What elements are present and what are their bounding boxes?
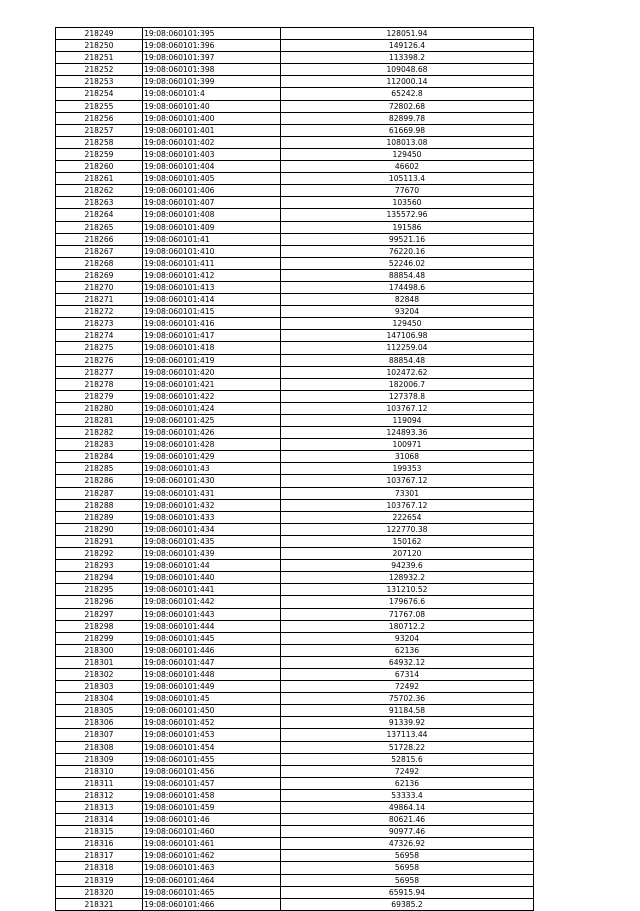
row-number-cell: 218277 — [56, 366, 143, 378]
cadastral-value-cell: 150162 — [281, 535, 534, 547]
table-row — [56, 439, 534, 451]
cadastral-value-cell: 88854.48 — [281, 354, 534, 366]
cadastral-value-table — [55, 27, 534, 911]
cadastral-value-cell: 62136 — [281, 777, 534, 789]
table-row — [56, 560, 534, 572]
cadastral-number-cell: 19:08:060101:450 — [143, 705, 281, 717]
cadastral-number-cell: 19:08:060101:455 — [143, 753, 281, 765]
cadastral-number-cell: 19:08:060101:412 — [143, 269, 281, 281]
table-row — [56, 294, 534, 306]
row-number-cell: 218271 — [56, 294, 143, 306]
cadastral-value-cell: 56958 — [281, 874, 534, 886]
table-row — [56, 475, 534, 487]
row-number-cell: 218321 — [56, 898, 143, 910]
cadastral-number-cell: 19:08:060101:40 — [143, 100, 281, 112]
table-row — [56, 64, 534, 76]
row-number-cell: 218284 — [56, 451, 143, 463]
row-number-cell: 218254 — [56, 88, 143, 100]
cadastral-value-cell: 103767.12 — [281, 402, 534, 414]
table-row — [56, 136, 534, 148]
row-number-cell: 218260 — [56, 161, 143, 173]
cadastral-value-cell: 128932.2 — [281, 572, 534, 584]
cadastral-value-cell: 108013.08 — [281, 136, 534, 148]
cadastral-value-cell: 72492 — [281, 765, 534, 777]
row-number-cell: 218314 — [56, 814, 143, 826]
cadastral-number-cell: 19:08:060101:434 — [143, 523, 281, 535]
cadastral-value-cell: 75702.36 — [281, 693, 534, 705]
cadastral-number-cell: 19:08:060101:418 — [143, 342, 281, 354]
cadastral-number-cell: 19:08:060101:413 — [143, 281, 281, 293]
table-row — [56, 52, 534, 64]
row-number-cell: 218294 — [56, 572, 143, 584]
row-number-cell: 218251 — [56, 52, 143, 64]
table-row — [56, 221, 534, 233]
table-row — [56, 342, 534, 354]
row-number-cell: 218306 — [56, 717, 143, 729]
row-number-cell: 218293 — [56, 560, 143, 572]
cadastral-number-cell: 19:08:060101:419 — [143, 354, 281, 366]
table-row — [56, 572, 534, 584]
cadastral-number-cell: 19:08:060101:409 — [143, 221, 281, 233]
row-number-cell: 218282 — [56, 427, 143, 439]
cadastral-number-cell: 19:08:060101:424 — [143, 402, 281, 414]
table-row — [56, 874, 534, 886]
table-row — [56, 173, 534, 185]
row-number-cell: 218259 — [56, 148, 143, 160]
cadastral-number-cell: 19:08:060101:429 — [143, 451, 281, 463]
cadastral-value-cell: 105113.4 — [281, 173, 534, 185]
table-row — [56, 499, 534, 511]
table-row — [56, 826, 534, 838]
cadastral-value-cell: 103767.12 — [281, 499, 534, 511]
row-number-cell: 218301 — [56, 656, 143, 668]
cadastral-number-cell: 19:08:060101:422 — [143, 390, 281, 402]
table-row — [56, 463, 534, 475]
cadastral-number-cell: 19:08:060101:445 — [143, 632, 281, 644]
cadastral-value-cell: 103560 — [281, 197, 534, 209]
table-row — [56, 511, 534, 523]
cadastral-number-cell: 19:08:060101:407 — [143, 197, 281, 209]
row-number-cell: 218278 — [56, 378, 143, 390]
cadastral-number-cell: 19:08:060101:463 — [143, 862, 281, 874]
table-row — [56, 802, 534, 814]
cadastral-number-cell: 19:08:060101:411 — [143, 257, 281, 269]
row-number-cell: 218263 — [56, 197, 143, 209]
row-number-cell: 218256 — [56, 112, 143, 124]
cadastral-value-cell: 76220.16 — [281, 245, 534, 257]
cadastral-value-cell: 90977.46 — [281, 826, 534, 838]
cadastral-value-cell: 129450 — [281, 318, 534, 330]
row-number-cell: 218285 — [56, 463, 143, 475]
row-number-cell: 218249 — [56, 28, 143, 40]
table-row — [56, 729, 534, 741]
cadastral-value-cell: 80621.46 — [281, 814, 534, 826]
row-number-cell: 218287 — [56, 487, 143, 499]
cadastral-value-cell: 64932.12 — [281, 656, 534, 668]
row-number-cell: 218283 — [56, 439, 143, 451]
cadastral-value-cell: 93204 — [281, 306, 534, 318]
cadastral-number-cell: 19:08:060101:432 — [143, 499, 281, 511]
table-row — [56, 777, 534, 789]
cadastral-number-cell: 19:08:060101:401 — [143, 124, 281, 136]
table-row — [56, 427, 534, 439]
row-number-cell: 218311 — [56, 777, 143, 789]
row-number-cell: 218288 — [56, 499, 143, 511]
table-row — [56, 644, 534, 656]
row-number-cell: 218312 — [56, 789, 143, 801]
cadastral-number-cell: 19:08:060101:461 — [143, 838, 281, 850]
table-row — [56, 354, 534, 366]
cadastral-value-cell: 65242.8 — [281, 88, 534, 100]
cadastral-value-cell: 46602 — [281, 161, 534, 173]
row-number-cell: 218297 — [56, 608, 143, 620]
row-number-cell: 218289 — [56, 511, 143, 523]
cadastral-number-cell: 19:08:060101:460 — [143, 826, 281, 838]
row-number-cell: 218291 — [56, 535, 143, 547]
cadastral-value-cell: 131210.52 — [281, 584, 534, 596]
cadastral-number-cell: 19:08:060101:417 — [143, 330, 281, 342]
cadastral-number-cell: 19:08:060101:416 — [143, 318, 281, 330]
table-row — [56, 100, 534, 112]
table-row — [56, 124, 534, 136]
table-row — [56, 705, 534, 717]
cadastral-number-cell: 19:08:060101:400 — [143, 112, 281, 124]
cadastral-value-cell: 47326.92 — [281, 838, 534, 850]
cadastral-number-cell: 19:08:060101:4 — [143, 88, 281, 100]
table-row — [56, 209, 534, 221]
cadastral-value-cell: 112259.04 — [281, 342, 534, 354]
cadastral-value-cell: 199353 — [281, 463, 534, 475]
cadastral-value-cell: 62136 — [281, 644, 534, 656]
cadastral-number-cell: 19:08:060101:397 — [143, 52, 281, 64]
table-row — [56, 148, 534, 160]
row-number-cell: 218317 — [56, 850, 143, 862]
cadastral-value-cell: 82899.78 — [281, 112, 534, 124]
cadastral-value-cell: 109048.68 — [281, 64, 534, 76]
cadastral-number-cell: 19:08:060101:446 — [143, 644, 281, 656]
row-number-cell: 218262 — [56, 185, 143, 197]
table-row — [56, 257, 534, 269]
row-number-cell: 218305 — [56, 705, 143, 717]
cadastral-number-cell: 19:08:060101:406 — [143, 185, 281, 197]
cadastral-number-cell: 19:08:060101:396 — [143, 40, 281, 52]
cadastral-value-cell: 113398.2 — [281, 52, 534, 64]
cadastral-number-cell: 19:08:060101:404 — [143, 161, 281, 173]
row-number-cell: 218300 — [56, 644, 143, 656]
table-row — [56, 898, 534, 910]
cadastral-value-cell: 61669.98 — [281, 124, 534, 136]
row-number-cell: 218269 — [56, 269, 143, 281]
cadastral-value-cell: 100971 — [281, 439, 534, 451]
row-number-cell: 218276 — [56, 354, 143, 366]
row-number-cell: 218307 — [56, 729, 143, 741]
row-number-cell: 218319 — [56, 874, 143, 886]
table-row — [56, 306, 534, 318]
cadastral-number-cell: 19:08:060101:431 — [143, 487, 281, 499]
table-row — [56, 717, 534, 729]
document-page — [55, 27, 531, 911]
table-row — [56, 88, 534, 100]
row-number-cell: 218252 — [56, 64, 143, 76]
cadastral-value-cell: 129450 — [281, 148, 534, 160]
row-number-cell: 218304 — [56, 693, 143, 705]
cadastral-number-cell: 19:08:060101:435 — [143, 535, 281, 547]
table-row — [56, 28, 534, 40]
table-row — [56, 281, 534, 293]
cadastral-number-cell: 19:08:060101:395 — [143, 28, 281, 40]
table-row — [56, 596, 534, 608]
row-number-cell: 218279 — [56, 390, 143, 402]
row-number-cell: 218266 — [56, 233, 143, 245]
table-row — [56, 378, 534, 390]
table-row — [56, 185, 534, 197]
row-number-cell: 218275 — [56, 342, 143, 354]
row-number-cell: 218258 — [56, 136, 143, 148]
table-row — [56, 390, 534, 402]
table-row — [56, 330, 534, 342]
row-number-cell: 218281 — [56, 415, 143, 427]
table-row — [56, 765, 534, 777]
cadastral-number-cell: 19:08:060101:44 — [143, 560, 281, 572]
row-number-cell: 218274 — [56, 330, 143, 342]
cadastral-value-cell: 207120 — [281, 548, 534, 560]
cadastral-number-cell: 19:08:060101:45 — [143, 693, 281, 705]
row-number-cell: 218273 — [56, 318, 143, 330]
cadastral-number-cell: 19:08:060101:447 — [143, 656, 281, 668]
table-row — [56, 789, 534, 801]
cadastral-number-cell: 19:08:060101:43 — [143, 463, 281, 475]
row-number-cell: 218313 — [56, 802, 143, 814]
cadastral-value-cell: 91184.58 — [281, 705, 534, 717]
table-row — [56, 451, 534, 463]
row-number-cell: 218250 — [56, 40, 143, 52]
row-number-cell: 218272 — [56, 306, 143, 318]
cadastral-number-cell: 19:08:060101:443 — [143, 608, 281, 620]
cadastral-value-cell: 67314 — [281, 668, 534, 680]
cadastral-value-cell: 137113.44 — [281, 729, 534, 741]
table-row — [56, 161, 534, 173]
table-row — [56, 112, 534, 124]
cadastral-value-cell: 73301 — [281, 487, 534, 499]
cadastral-number-cell: 19:08:060101:41 — [143, 233, 281, 245]
cadastral-value-cell: 65915.94 — [281, 886, 534, 898]
row-number-cell: 218270 — [56, 281, 143, 293]
table-row — [56, 753, 534, 765]
cadastral-value-cell: 112000.14 — [281, 76, 534, 88]
row-number-cell: 218308 — [56, 741, 143, 753]
cadastral-value-cell: 182006.7 — [281, 378, 534, 390]
table-row — [56, 40, 534, 52]
cadastral-value-cell: 53333.4 — [281, 789, 534, 801]
cadastral-value-cell: 49864.14 — [281, 802, 534, 814]
row-number-cell: 218267 — [56, 245, 143, 257]
cadastral-value-cell: 94239.6 — [281, 560, 534, 572]
cadastral-value-cell: 128051.94 — [281, 28, 534, 40]
cadastral-value-cell: 71767.08 — [281, 608, 534, 620]
cadastral-value-cell: 77670 — [281, 185, 534, 197]
table-row — [56, 523, 534, 535]
cadastral-number-cell: 19:08:060101:459 — [143, 802, 281, 814]
cadastral-number-cell: 19:08:060101:464 — [143, 874, 281, 886]
cadastral-number-cell: 19:08:060101:441 — [143, 584, 281, 596]
cadastral-number-cell: 19:08:060101:398 — [143, 64, 281, 76]
cadastral-number-cell: 19:08:060101:414 — [143, 294, 281, 306]
cadastral-number-cell: 19:08:060101:440 — [143, 572, 281, 584]
row-number-cell: 218268 — [56, 257, 143, 269]
table-row — [56, 620, 534, 632]
table-row — [56, 886, 534, 898]
row-number-cell: 218292 — [56, 548, 143, 560]
cadastral-number-cell: 19:08:060101:466 — [143, 898, 281, 910]
cadastral-value-cell: 127378.8 — [281, 390, 534, 402]
cadastral-value-cell: 51728.22 — [281, 741, 534, 753]
cadastral-number-cell: 19:08:060101:456 — [143, 765, 281, 777]
cadastral-number-cell: 19:08:060101:465 — [143, 886, 281, 898]
row-number-cell: 218309 — [56, 753, 143, 765]
cadastral-value-cell: 56958 — [281, 862, 534, 874]
row-number-cell: 218280 — [56, 402, 143, 414]
cadastral-value-cell: 52815.6 — [281, 753, 534, 765]
table-row — [56, 741, 534, 753]
table-row — [56, 668, 534, 680]
cadastral-value-cell: 88854.48 — [281, 269, 534, 281]
row-number-cell: 218255 — [56, 100, 143, 112]
row-number-cell: 218298 — [56, 620, 143, 632]
cadastral-number-cell: 19:08:060101:442 — [143, 596, 281, 608]
row-number-cell: 218299 — [56, 632, 143, 644]
cadastral-number-cell: 19:08:060101:46 — [143, 814, 281, 826]
cadastral-value-cell: 122770.38 — [281, 523, 534, 535]
cadastral-number-cell: 19:08:060101:408 — [143, 209, 281, 221]
cadastral-number-cell: 19:08:060101:454 — [143, 741, 281, 753]
cadastral-value-cell: 56958 — [281, 850, 534, 862]
table-row — [56, 402, 534, 414]
cadastral-number-cell: 19:08:060101:452 — [143, 717, 281, 729]
cadastral-value-cell: 99521.16 — [281, 233, 534, 245]
row-number-cell: 218316 — [56, 838, 143, 850]
row-number-cell: 218264 — [56, 209, 143, 221]
row-number-cell: 218320 — [56, 886, 143, 898]
cadastral-value-cell: 72492 — [281, 681, 534, 693]
cadastral-number-cell: 19:08:060101:433 — [143, 511, 281, 523]
cadastral-value-cell: 180712.2 — [281, 620, 534, 632]
row-number-cell: 218253 — [56, 76, 143, 88]
cadastral-value-cell: 69385.2 — [281, 898, 534, 910]
row-number-cell: 218315 — [56, 826, 143, 838]
table-row — [56, 656, 534, 668]
table-row — [56, 548, 534, 560]
cadastral-number-cell: 19:08:060101:448 — [143, 668, 281, 680]
cadastral-number-cell: 19:08:060101:420 — [143, 366, 281, 378]
cadastral-number-cell: 19:08:060101:403 — [143, 148, 281, 160]
row-number-cell: 218302 — [56, 668, 143, 680]
cadastral-value-cell: 124893.36 — [281, 427, 534, 439]
table-row — [56, 814, 534, 826]
cadastral-number-cell: 19:08:060101:415 — [143, 306, 281, 318]
cadastral-value-cell: 135572.96 — [281, 209, 534, 221]
table-body — [56, 28, 534, 911]
cadastral-value-cell: 103767.12 — [281, 475, 534, 487]
cadastral-value-cell: 82848 — [281, 294, 534, 306]
table-row — [56, 584, 534, 596]
cadastral-number-cell: 19:08:060101:439 — [143, 548, 281, 560]
table-row — [56, 838, 534, 850]
cadastral-value-cell: 147106.98 — [281, 330, 534, 342]
table-row — [56, 366, 534, 378]
cadastral-number-cell: 19:08:060101:430 — [143, 475, 281, 487]
row-number-cell: 218257 — [56, 124, 143, 136]
row-number-cell: 218310 — [56, 765, 143, 777]
table-row — [56, 487, 534, 499]
table-row — [56, 269, 534, 281]
cadastral-number-cell: 19:08:060101:449 — [143, 681, 281, 693]
cadastral-value-cell: 119094 — [281, 415, 534, 427]
row-number-cell: 218296 — [56, 596, 143, 608]
table-row — [56, 862, 534, 874]
cadastral-number-cell: 19:08:060101:453 — [143, 729, 281, 741]
cadastral-number-cell: 19:08:060101:425 — [143, 415, 281, 427]
cadastral-number-cell: 19:08:060101:428 — [143, 439, 281, 451]
cadastral-number-cell: 19:08:060101:421 — [143, 378, 281, 390]
cadastral-value-cell: 102472.62 — [281, 366, 534, 378]
cadastral-number-cell: 19:08:060101:410 — [143, 245, 281, 257]
row-number-cell: 218303 — [56, 681, 143, 693]
cadastral-value-cell: 91339.92 — [281, 717, 534, 729]
cadastral-number-cell: 19:08:060101:444 — [143, 620, 281, 632]
cadastral-number-cell: 19:08:060101:426 — [143, 427, 281, 439]
cadastral-value-cell: 72802.68 — [281, 100, 534, 112]
cadastral-value-cell: 52246.02 — [281, 257, 534, 269]
cadastral-number-cell: 19:08:060101:405 — [143, 173, 281, 185]
table-row — [56, 197, 534, 209]
row-number-cell: 218286 — [56, 475, 143, 487]
table-row — [56, 681, 534, 693]
cadastral-value-cell: 179676.6 — [281, 596, 534, 608]
cadastral-value-cell: 174498.6 — [281, 281, 534, 293]
table-row — [56, 245, 534, 257]
cadastral-value-cell: 222654 — [281, 511, 534, 523]
cadastral-number-cell: 19:08:060101:457 — [143, 777, 281, 789]
row-number-cell: 218295 — [56, 584, 143, 596]
table-row — [56, 632, 534, 644]
cadastral-number-cell: 19:08:060101:458 — [143, 789, 281, 801]
cadastral-value-cell: 93204 — [281, 632, 534, 644]
table-row — [56, 608, 534, 620]
table-row — [56, 76, 534, 88]
cadastral-number-cell: 19:08:060101:462 — [143, 850, 281, 862]
row-number-cell: 218290 — [56, 523, 143, 535]
table-row — [56, 693, 534, 705]
row-number-cell: 218318 — [56, 862, 143, 874]
cadastral-number-cell: 19:08:060101:402 — [143, 136, 281, 148]
table-row — [56, 850, 534, 862]
cadastral-value-cell: 149126.4 — [281, 40, 534, 52]
table-row — [56, 233, 534, 245]
cadastral-value-cell: 31068 — [281, 451, 534, 463]
table-row — [56, 415, 534, 427]
row-number-cell: 218261 — [56, 173, 143, 185]
table-row — [56, 535, 534, 547]
row-number-cell: 218265 — [56, 221, 143, 233]
table-row — [56, 318, 534, 330]
cadastral-number-cell: 19:08:060101:399 — [143, 76, 281, 88]
cadastral-value-cell: 191586 — [281, 221, 534, 233]
